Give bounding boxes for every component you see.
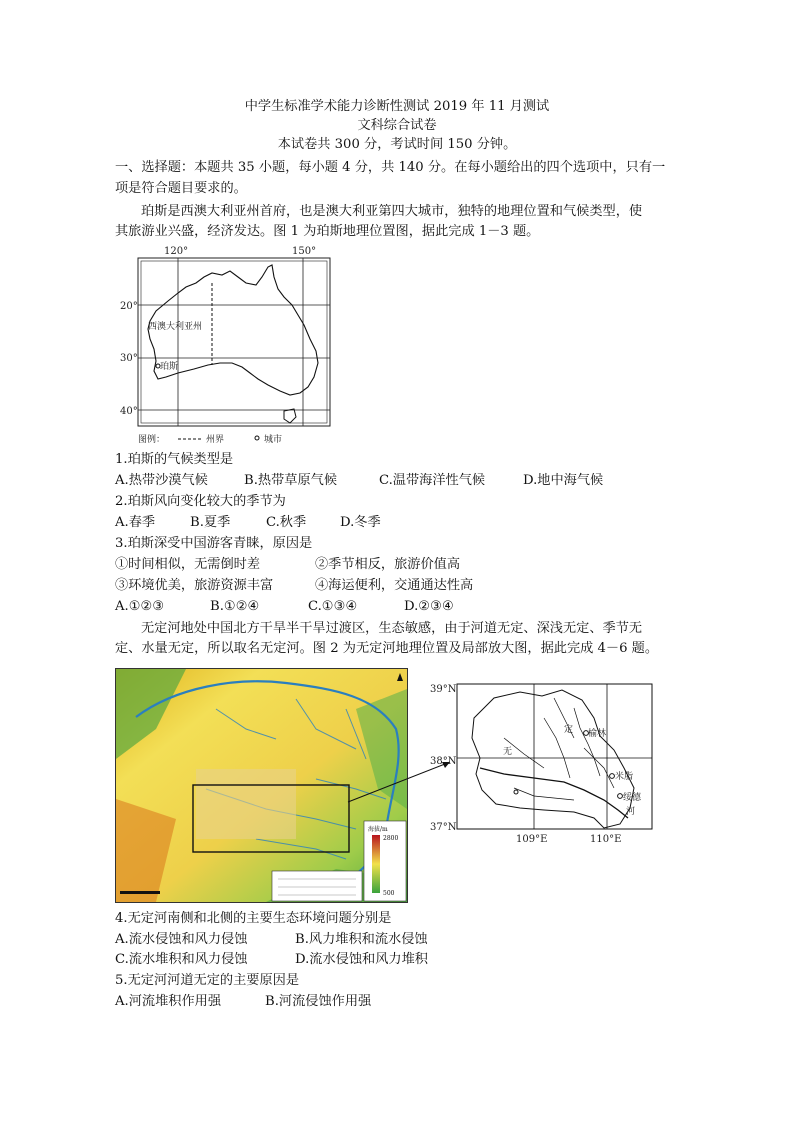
- q1-stem: 1.珀斯的气候类型是: [115, 452, 234, 467]
- q4-option-c[interactable]: C.流水堆积和风力侵蚀: [115, 952, 248, 967]
- lat-37-label: 37°N: [430, 822, 457, 833]
- elevation-title: 海拔/m: [368, 826, 388, 833]
- passage2-line2: 定、水量无定，所以取名无定河。图 2 为无定河地理位置及局部放大图，据此完成 4－6 题。: [115, 641, 659, 656]
- q1-option-a[interactable]: A.热带沙漠气候: [115, 473, 208, 488]
- section-instruction-line1: 一、选择题：本题共 35 小题，每小题 4 分，共 140 分。在每小题给出的四个选项中，只有一: [115, 160, 666, 175]
- elevation-high-label: 2800: [383, 835, 399, 842]
- q4-option-d[interactable]: D.流水侵蚀和风力堆积: [295, 952, 428, 967]
- q3-option-d[interactable]: D.②③④: [404, 599, 454, 614]
- figure1-australia-map: [112, 243, 334, 448]
- section-instruction-line2: 项是符合题目要求的。: [115, 181, 247, 196]
- lat-20-label: 20°: [120, 301, 138, 312]
- passage1-line2: 其旅游业兴盛，经济发达。图 1 为珀斯地理位置图，据此完成 1－3 题。: [115, 224, 540, 239]
- q3-statement-1: ①时间相似，无需倒时差: [115, 557, 261, 572]
- legend-prefix: 图例：: [138, 435, 166, 445]
- state-label: 西澳大利亚州: [148, 322, 203, 332]
- lon-109-label: 109°E: [516, 834, 548, 845]
- q1-option-b[interactable]: B.热带草原气候: [244, 473, 338, 488]
- q2-option-d[interactable]: D.冬季: [340, 515, 381, 530]
- exam-info: 本试卷共 300 分，考试时间 150 分钟。: [277, 137, 517, 152]
- map-legend-box: [272, 871, 362, 901]
- q1-option-d[interactable]: D.地中海气候: [523, 473, 604, 488]
- q2-stem: 2.珀斯风向变化较大的季节为: [115, 494, 286, 509]
- mizhi-city-marker: [610, 774, 615, 779]
- label-mizhi: 米脂: [615, 772, 634, 782]
- q3-stem: 3.珀斯深受中国游客青睐，原因是: [115, 536, 313, 551]
- q3-statement-4: ④海运便利，交通通达性高: [315, 578, 474, 593]
- lat-38-label: 38°N: [430, 756, 457, 767]
- q4-option-a[interactable]: A.流水侵蚀和风力侵蚀: [115, 932, 248, 947]
- q5-stem: 5.无定河河道无定的主要原因是: [115, 973, 300, 988]
- label-he: 河: [626, 807, 636, 817]
- label-wu: 无: [503, 747, 513, 757]
- figure2-zoom-map: [424, 678, 658, 848]
- q4-stem: 4.无定河南侧和北侧的主要生态环境问题分别是: [115, 911, 392, 926]
- suide-city-marker: [618, 794, 623, 799]
- q2-option-b[interactable]: B.夏季: [190, 515, 231, 530]
- q5-option-b[interactable]: B.河流侵蚀作用强: [265, 994, 372, 1009]
- q5-option-a[interactable]: A.河流堆积作用强: [115, 994, 222, 1009]
- legend-city-label: 城市: [264, 435, 283, 445]
- q4-option-b[interactable]: B.风力堆积和流水侵蚀: [295, 932, 428, 947]
- label-suide: 绥德: [623, 793, 642, 803]
- q3-option-c[interactable]: C.①③④: [308, 599, 358, 614]
- lat-40-label: 40°: [120, 406, 138, 417]
- q3-statement-2: ②季节相反，旅游价值高: [315, 557, 461, 572]
- lat-30-label: 30°: [120, 353, 138, 364]
- elevation-color-bar: [372, 835, 380, 893]
- legend-border-label: 州界: [206, 435, 225, 445]
- lon-150-label: 150°: [292, 246, 317, 257]
- perth-label: 珀斯: [160, 362, 179, 372]
- q2-option-a[interactable]: A.春季: [115, 515, 156, 530]
- passage1-line1: 珀斯是西澳大利亚州首府，也是澳大利亚第四大城市，独特的地理位置和气候类型，使: [141, 204, 643, 219]
- elevation-low-label: 500: [383, 890, 395, 897]
- wuding-basin-outline: [472, 690, 634, 828]
- label-ding: 定: [564, 725, 574, 735]
- label-yulin: 榆林: [588, 729, 607, 739]
- lon-110-label: 110°E: [590, 834, 622, 845]
- q2-option-c[interactable]: C.秋季: [266, 515, 307, 530]
- q3-option-b[interactable]: B.①②④: [210, 599, 260, 614]
- exam-subtitle: 文科综合试卷: [357, 118, 437, 133]
- passage2-line1: 无定河地处中国北方干旱半干旱过渡区，生态敏感，由于河道无定、深浅无定、季节无: [141, 621, 643, 636]
- lat-39-label: 39°N: [430, 684, 457, 695]
- q3-option-a[interactable]: A.①②③: [115, 599, 165, 614]
- scale-bar: [120, 891, 160, 894]
- exam-title: 中学生标准学术能力诊断性测试 2019 年 11 月测试: [244, 99, 550, 114]
- lon-120-label: 120°: [164, 246, 189, 257]
- q1-option-c[interactable]: C.温带海洋性气候: [379, 473, 486, 488]
- q3-statement-3: ③环境优美，旅游资源丰富: [115, 578, 274, 593]
